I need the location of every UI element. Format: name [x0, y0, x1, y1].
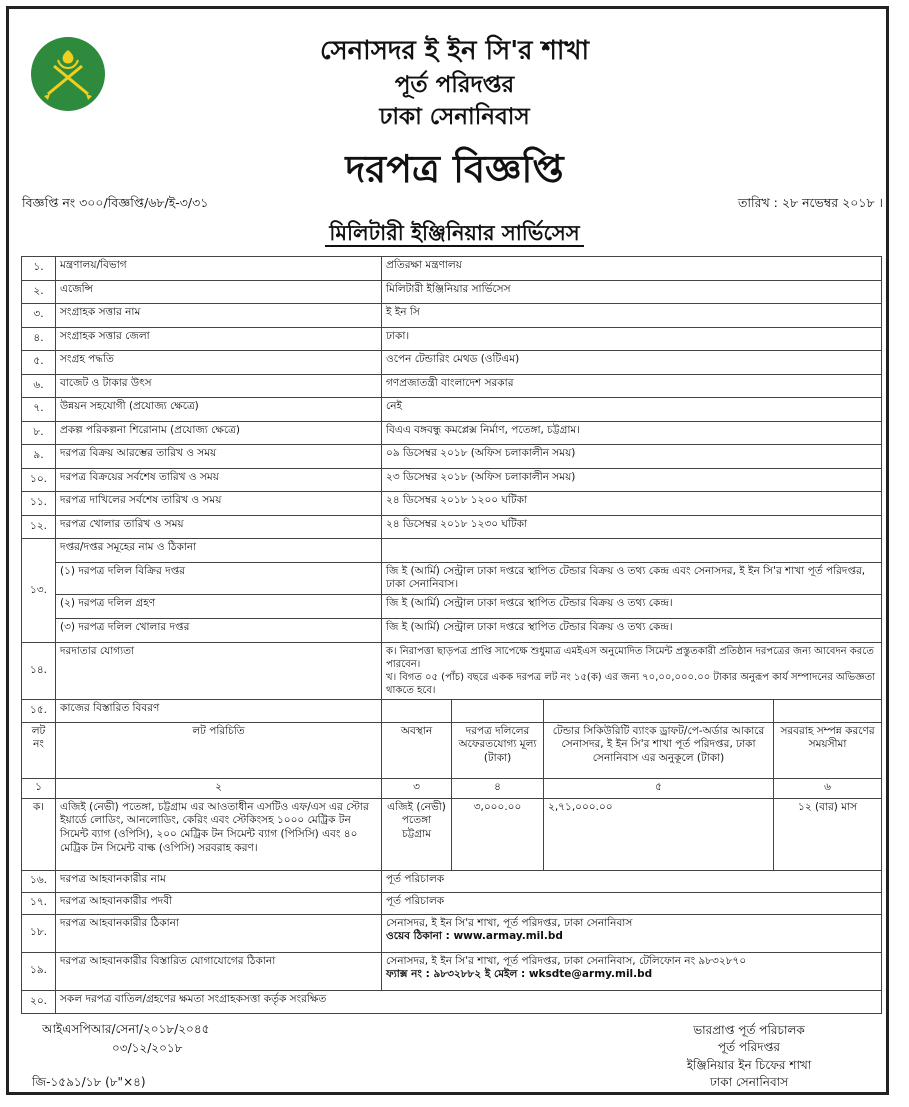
header-line2: পূর্ত পরিদপ্তর — [394, 71, 515, 98]
row-value: ২৪ ডিসেম্বর ২০১৮ ১২৩০ ঘটিকা — [382, 515, 882, 539]
row-value: পূর্ত পরিচালক — [382, 892, 882, 914]
tender-table — [21, 256, 882, 1014]
table-row — [22, 870, 882, 892]
row-label: প্রকল্প পরিকল্পনা শিরোনাম (প্রযোজ্য ক্ষেত্রে) — [56, 421, 382, 445]
sign-line4: ঢাকা সেনানিবাস — [709, 1075, 789, 1090]
row-label: মন্ত্রণালয়/বিভাগ — [56, 257, 382, 281]
table-row-13 — [22, 539, 882, 563]
page-title: দরপত্র বিজ্ঞপ্তি — [345, 146, 564, 191]
table-row — [22, 892, 882, 914]
row-value: ২৩ ডিসেম্বর ২০১৮ (অফিস চলাকালীন সময়) — [382, 468, 882, 492]
row-value: ২৪ ডিসেম্বর ২০১৮ ১২০০ ঘটিকা — [382, 492, 882, 516]
row-value: জি ই (আর্মি) সেন্ট্রাল ঢাকা দপ্তরে স্থাপিত টেন্ডার বিক্রয় ও তথ্য কেন্দ্র। — [382, 618, 882, 642]
table-row — [22, 374, 882, 398]
row-serial: ৮. — [22, 421, 56, 445]
footer-ref: আইএসপিআর/সেনা/২০১৮/২০৪৫ — [42, 1022, 210, 1036]
row-label: সকল দরপত্র বাতিল/গ্রহণের ক্ষমতা সংগ্রাহকসত্তা কর্তৃক সংরক্ষিত — [56, 990, 882, 1013]
table-row — [22, 421, 882, 445]
row-value: ০৯ ডিসেম্বর ২০১৮ (অফিস চলাকালীন সময়) — [382, 445, 882, 469]
row-label: উন্নয়ন সহযোগী (প্রযোজ্য ক্ষেত্রে) — [56, 398, 382, 422]
column-number: ৩ — [382, 778, 452, 798]
row-label: সংগ্রাহক সত্তার জেলা — [56, 327, 382, 351]
row-label: দরপত্র বিক্রয় আরম্ভের তারিখ ও সময় — [56, 445, 382, 469]
row-label: দরপত্র আহবানকারীর ঠিকানা — [56, 914, 382, 952]
row-value: পূর্ত পরিচালক — [382, 870, 882, 892]
row-serial: ১৯. — [22, 952, 56, 990]
lot-row — [22, 798, 882, 870]
row-value: ই ইন সি — [382, 304, 882, 328]
table-row-row19 — [22, 952, 882, 990]
row-label: দরদাতার যোগ্যতা — [56, 642, 382, 699]
row-label: দরপত্র আহবানকারীর পদবী — [56, 892, 382, 914]
row-serial: ৪. — [22, 327, 56, 351]
lot-duration: ১২ (বার) মাস — [774, 798, 882, 870]
row-serial: ২০. — [22, 990, 56, 1013]
table-row — [22, 280, 882, 304]
table-row — [22, 468, 882, 492]
row-label: দরপত্র আহবানকারীর বিস্তারিত যোগাযোগের ঠিকানা — [56, 952, 382, 990]
table-row — [22, 398, 882, 422]
row-label: এজেন্সি — [56, 280, 382, 304]
sign-line3: ইঞ্জিনিয়ার ইন চিফের শাখা — [686, 1057, 812, 1072]
row-label: দরপত্র বিক্রয়ের সর্বশেষ তারিখ ও সময় — [56, 468, 382, 492]
column-number: ৬ — [774, 778, 882, 798]
row-serial: ১৮. — [22, 914, 56, 952]
notice-number: বিজ্ঞপ্তি নং ৩০০/বিজ্ঞপ্তি/৬৮/ই-৩/৩১ — [22, 195, 209, 210]
row-label: দরপত্র আহবানকারীর নাম — [56, 870, 382, 892]
header-line1: সেনাসদর ই ইন সি'র শাখা — [319, 36, 590, 66]
lot-desc: এজিই (নেভী) পতেঙ্গা, চট্টগ্রাম এর আওতাধীন এসটিও এফ/এস এর স্টোর ইয়ার্ডে লোডিং, আনলোডিং, কেরিং এবং স্টেকিংসহ ১০০০ মেট্রিক টন সিমেন্ট ব্যাগ (ওপিসি), ২০০ মেট্রিক টন সিমেন্ট ব্যাগ (পিসিসি) এবং ৪০ মেট্রিক টন সিমেন্ট বাল্ক (ওপিসি) সরবরাহ করণ। — [56, 798, 382, 870]
row-serial: ১. — [22, 257, 56, 281]
table-row — [22, 327, 882, 351]
row-value: জি ই (আর্মি) সেন্ট্রাল ঢাকা দপ্তরে স্থাপিত টেন্ডার বিক্রয় ও তথ্য কেন্দ্র এবং সেনাসদর, ই ইন সি'র শাখা পূর্ত পরিদপ্তর, ঢাকা সেনানিবাস। — [382, 562, 882, 594]
lot-header-row — [22, 722, 882, 778]
row-value — [382, 539, 882, 563]
row-label: (২) দরপত্র দলিল গ্রহণ — [56, 594, 382, 618]
row-serial: ১৩. — [22, 539, 56, 643]
row-value — [382, 914, 882, 952]
row-label: (১) দরপত্র দলিল বিক্রির দপ্তর — [56, 562, 382, 594]
row-label: (৩) দরপত্র দলিল খোলার দপ্তর — [56, 618, 382, 642]
row-value: মিলিটারী ইঞ্জিনিয়ার সার্ভিসেস — [382, 280, 882, 304]
row-value — [382, 642, 882, 699]
lot-no-header: লট নং — [22, 722, 56, 778]
contact-line: ফ্যাক্স নং : ৯৮৩২৮৮২ ই মেইল : wksdte@army.mil.bd — [386, 968, 653, 981]
row-serial: ৩. — [22, 304, 56, 328]
row-serial: ৭. — [22, 398, 56, 422]
section-title: মিলিটারী ইঞ্জিনিয়ার সার্ভিসেস — [325, 220, 583, 247]
table-row — [22, 257, 882, 281]
table-row-13-sub — [22, 618, 882, 642]
footer-code: জি-১৫৯১/১৮ (৮"×৪) — [32, 1075, 146, 1089]
section-title-wrap — [0, 217, 909, 252]
lot-security: ২,৭১,০০০.০০ — [544, 798, 774, 870]
row-value: নেই — [382, 398, 882, 422]
table-row — [22, 445, 882, 469]
row-value: ঢাকা। — [382, 327, 882, 351]
row-value: জি ই (আর্মি) সেন্ট্রাল ঢাকা দপ্তরে স্থাপিত টেন্ডার বিক্রয় ও তথ্য কেন্দ্র। — [382, 594, 882, 618]
column-number: ৫ — [544, 778, 774, 798]
table-row-13-sub — [22, 594, 882, 618]
row-value: ওপেন টেন্ডারিং মেথড (ওটিএম) — [382, 351, 882, 375]
table-row — [22, 304, 882, 328]
table-row-13-sub — [22, 562, 882, 594]
row-label: দপ্তর/দপ্তর সমূহের নাম ও ঠিকানা — [56, 539, 382, 563]
lot-location: এজিই (নেভী) পতেঙ্গা চট্টগ্রাম — [382, 798, 452, 870]
duration-header: সরবরাহ সম্পন্ন করণের সময়সীমা — [774, 722, 882, 778]
row-value: গণপ্রজাতন্ত্রী বাংলাদেশ সরকার — [382, 374, 882, 398]
footer-ref-date: ০৩/১২/২০১৮ — [112, 1041, 183, 1055]
row-label: বাজেট ও টাকার উৎস — [56, 374, 382, 398]
row-value — [382, 952, 882, 990]
column-number: ১ — [22, 778, 56, 798]
row-serial: ১৬. — [22, 870, 56, 892]
row-label: সংগ্রাহক সত্তার নাম — [56, 304, 382, 328]
lot-desc-header: লট পরিচিতি — [56, 722, 382, 778]
row-serial: ১৭. — [22, 892, 56, 914]
row-serial: ১৫. — [22, 699, 56, 722]
row-serial: ৬. — [22, 374, 56, 398]
signature-block — [649, 1022, 849, 1092]
price-header: দরপত্র দলিলের অফেরতযোগ্য মূল্য (টাকা) — [452, 722, 544, 778]
table-row-15 — [22, 699, 882, 722]
row-serial: ৫. — [22, 351, 56, 375]
sign-line1: ভারপ্রাপ্ত পূর্ত পরিচালক — [693, 1023, 805, 1037]
qualification-b: খ। বিগত ০৫ (পাঁচ) বছরে একক দরপত্র লট নং ১৫(ক) এর জন্য ৭০,০০,০০০.০০ টাকার অনুরূপ কার্য সম্পাদনের অভিজ্ঞতা থাকতে হবে। — [386, 671, 875, 696]
table-row — [22, 515, 882, 539]
address-line: সেনাসদর, ই ইন সি'র শাখা, পূর্ত পরিদপ্তর, ঢাকা সেনানিবাস — [386, 916, 633, 929]
lot-number-row — [22, 778, 882, 798]
location-header: অবস্থান — [382, 722, 452, 778]
lot-price: ৩,০০০.০০ — [452, 798, 544, 870]
notice-date: তারিখ : ২৮ নভেম্বর ২০১৮ । — [738, 195, 883, 210]
sign-line2: পূর্ত পরিদপ্তর — [718, 1040, 780, 1055]
lot-no: ক। — [22, 798, 56, 870]
contact-line: ওয়েব ঠিকানা : www.armay.mil.bd — [386, 930, 563, 943]
table-row-14 — [22, 642, 882, 699]
address-line: সেনাসদর, ই ইন সি'র শাখা, পূর্ত পরিদপ্তর, ঢাকা সেনানিবাস, টেলিফোন নং ৯৮৩২৮৭০ — [386, 954, 747, 967]
table-row — [22, 351, 882, 375]
table-row-row18 — [22, 914, 882, 952]
row-serial: ১২. — [22, 515, 56, 539]
table-row — [22, 492, 882, 516]
row-serial: ১০. — [22, 468, 56, 492]
table-row-20 — [22, 990, 882, 1013]
column-number: ২ — [56, 778, 382, 798]
row-label: দরপত্র দাখিলের সর্বশেষ তারিখ ও সময় — [56, 492, 382, 516]
row-serial: ২. — [22, 280, 56, 304]
security-header: টেন্ডার সিকিউরিটি ব্যাংক ড্রাফট/পে-অর্ডার আকারে সেনাসদর, ই ইন সি'র শাখা পূর্ত পরিদপ্তর, ঢাকা সেনানিবাস এর অনুকূলে (টাকা) — [544, 722, 774, 778]
qualification-a: ক। নিরাপত্তা ছাড়পত্র প্রাপ্তি সাপেক্ষে শুধুমাত্র এমইএস অনুমোদিত সিমেন্ট প্রস্তুতকারী প্রতিষ্ঠান দরপত্রের জন্য আবেদন করতে পারবেন। — [386, 645, 874, 670]
row-value: বিএএ বঙ্গবন্ধু কমপ্লেক্স নির্মাণ, পতেঙ্গা, চট্টগ্রাম। — [382, 421, 882, 445]
row-label: সংগ্রহ পদ্ধতি — [56, 351, 382, 375]
row-value: প্রতিরক্ষা মন্ত্রণালয় — [382, 257, 882, 281]
column-number: ৪ — [452, 778, 544, 798]
row-serial: ৯. — [22, 445, 56, 469]
row-label: দরপত্র খোলার তারিখ ও সময় — [56, 515, 382, 539]
row-serial: ১১. — [22, 492, 56, 516]
row-serial: ১৪. — [22, 642, 56, 699]
header-line3: ঢাকা সেনানিবাস — [379, 103, 530, 130]
row-label: কাজের বিস্তারিত বিবরণ — [56, 699, 382, 722]
